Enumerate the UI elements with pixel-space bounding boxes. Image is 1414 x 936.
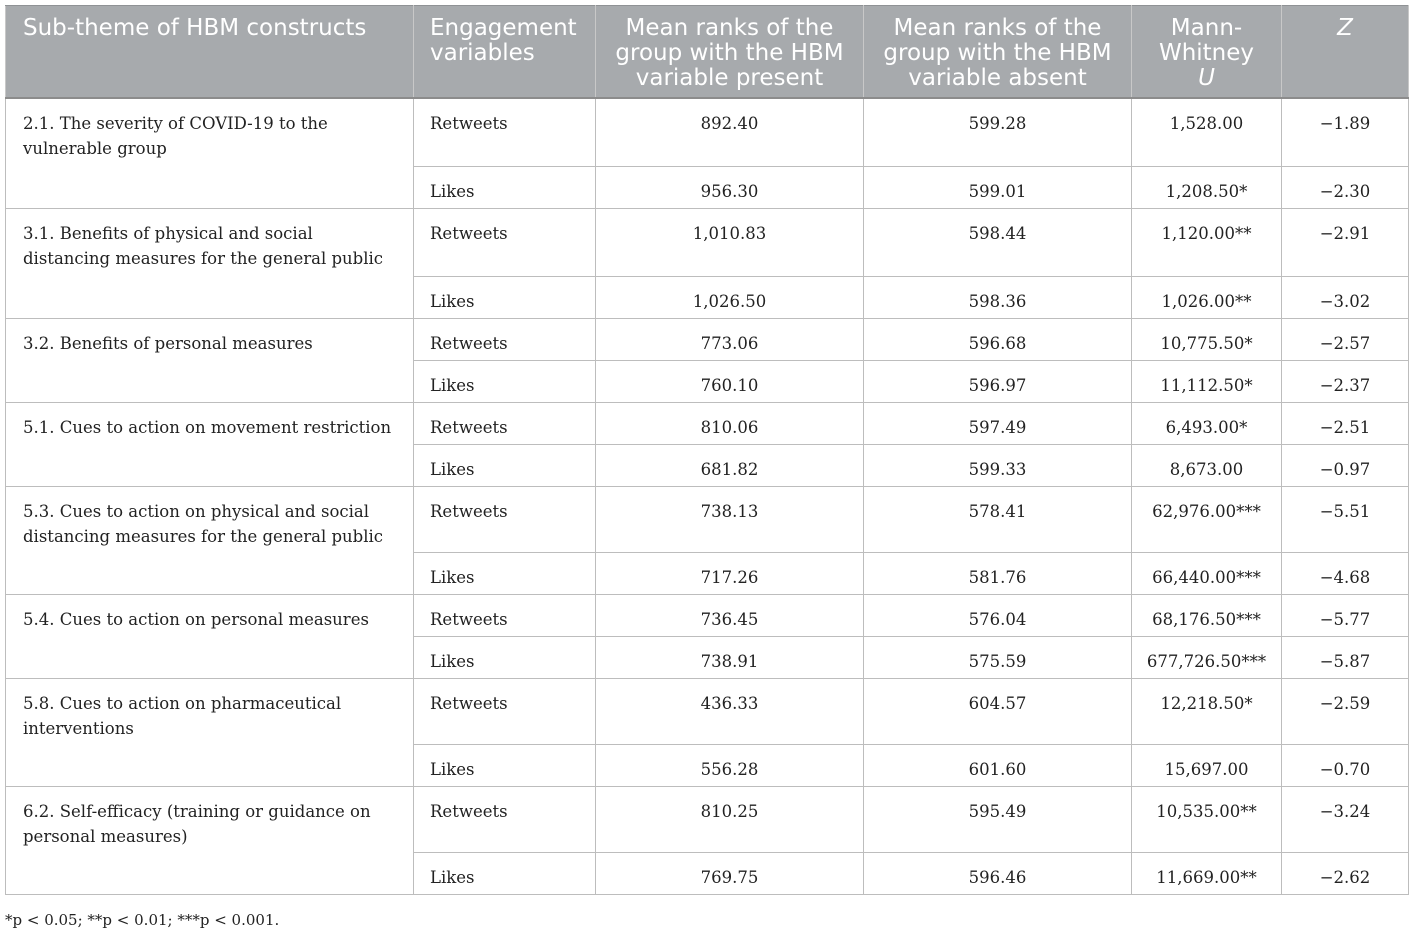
- z-cell: −2.30: [1282, 166, 1409, 208]
- engagement-cell: Retweets: [414, 786, 596, 852]
- z-cell: −3.02: [1282, 276, 1409, 318]
- header-mann-whitney: [1132, 6, 1282, 99]
- mean-rank-present-cell: 810.25: [596, 786, 864, 852]
- results-table: [5, 5, 1409, 895]
- table-row: [6, 98, 1409, 166]
- sub-theme-cell: 5.4. Cues to action on personal measures: [6, 594, 414, 678]
- mean-rank-absent-cell: 596.68: [864, 318, 1132, 360]
- mean-rank-absent-cell: 578.41: [864, 486, 1132, 552]
- z-cell: −0.97: [1282, 444, 1409, 486]
- mann-whitney-u-cell: 6,493.00*: [1132, 402, 1282, 444]
- sub-theme-cell: 5.1. Cues to action on movement restriction: [6, 402, 414, 486]
- z-cell: −3.24: [1282, 786, 1409, 852]
- mean-rank-present-cell: 556.28: [596, 744, 864, 786]
- mean-rank-absent-cell: 595.49: [864, 786, 1132, 852]
- table-row: [6, 786, 1409, 852]
- engagement-cell: Retweets: [414, 402, 596, 444]
- mean-rank-present-cell: 681.82: [596, 444, 864, 486]
- table-row: [6, 402, 1409, 444]
- sub-theme-cell: 5.3. Cues to action on physical and social distancing measures for the general public: [6, 486, 414, 594]
- mann-whitney-u-cell: 11,669.00**: [1132, 852, 1282, 894]
- mean-rank-present-cell: 810.06: [596, 402, 864, 444]
- z-cell: −5.51: [1282, 486, 1409, 552]
- z-cell: −2.62: [1282, 852, 1409, 894]
- engagement-cell: Retweets: [414, 678, 596, 744]
- mean-rank-absent-cell: 596.46: [864, 852, 1132, 894]
- header-mann-whitney-label: Mann-Whitney: [1158, 15, 1255, 66]
- mean-rank-absent-cell: 599.28: [864, 98, 1132, 166]
- mean-rank-present-cell: 892.40: [596, 98, 864, 166]
- mean-rank-absent-cell: 581.76: [864, 552, 1132, 594]
- mean-rank-absent-cell: 604.57: [864, 678, 1132, 744]
- mean-rank-absent-cell: 598.44: [864, 208, 1132, 276]
- mean-rank-present-cell: 738.13: [596, 486, 864, 552]
- header-u-label: U: [1198, 65, 1215, 91]
- mann-whitney-u-cell: 68,176.50***: [1132, 594, 1282, 636]
- z-cell: −2.59: [1282, 678, 1409, 744]
- z-cell: −2.51: [1282, 402, 1409, 444]
- engagement-cell: Likes: [414, 552, 596, 594]
- engagement-cell: Retweets: [414, 208, 596, 276]
- mann-whitney-u-cell: 1,026.00**: [1132, 276, 1282, 318]
- mann-whitney-u-cell: 1,208.50*: [1132, 166, 1282, 208]
- mean-rank-present-cell: 736.45: [596, 594, 864, 636]
- mean-rank-absent-cell: 601.60: [864, 744, 1132, 786]
- mann-whitney-u-cell: 8,673.00: [1132, 444, 1282, 486]
- mann-whitney-u-cell: 1,528.00: [1132, 98, 1282, 166]
- header-z: Z: [1282, 6, 1409, 99]
- mann-whitney-u-cell: 1,120.00**: [1132, 208, 1282, 276]
- z-cell: −5.87: [1282, 636, 1409, 678]
- mean-rank-absent-cell: 596.97: [864, 360, 1132, 402]
- mean-rank-absent-cell: 598.36: [864, 276, 1132, 318]
- mann-whitney-u-cell: 62,976.00***: [1132, 486, 1282, 552]
- sub-theme-cell: 5.8. Cues to action on pharmaceutical interventions: [6, 678, 414, 786]
- sub-theme-cell: 3.2. Benefits of personal measures: [6, 318, 414, 402]
- z-cell: −2.57: [1282, 318, 1409, 360]
- mean-rank-present-cell: 1,026.50: [596, 276, 864, 318]
- z-cell: −5.77: [1282, 594, 1409, 636]
- mann-whitney-u-cell: 10,535.00**: [1132, 786, 1282, 852]
- mann-whitney-u-cell: 66,440.00***: [1132, 552, 1282, 594]
- engagement-cell: Retweets: [414, 318, 596, 360]
- mean-rank-present-cell: 956.30: [596, 166, 864, 208]
- mean-rank-present-cell: 738.91: [596, 636, 864, 678]
- header-sub-theme: Sub-theme of HBM constructs: [6, 6, 414, 99]
- table-row: [6, 594, 1409, 636]
- significance-footnote: *p < 0.05; **p < 0.01; ***p < 0.001.: [5, 911, 280, 929]
- mann-whitney-u-cell: 12,218.50*: [1132, 678, 1282, 744]
- z-cell: −2.91: [1282, 208, 1409, 276]
- z-cell: −2.37: [1282, 360, 1409, 402]
- sub-theme-cell: 2.1. The severity of COVID-19 to the vulnerable group: [6, 98, 414, 208]
- engagement-cell: Likes: [414, 444, 596, 486]
- mean-rank-present-cell: 436.33: [596, 678, 864, 744]
- mean-rank-present-cell: 760.10: [596, 360, 864, 402]
- engagement-cell: Retweets: [414, 486, 596, 552]
- header-mean-ranks-absent: Mean ranks of the group with the HBM variable absent: [864, 6, 1132, 99]
- mean-rank-absent-cell: 599.01: [864, 166, 1132, 208]
- engagement-cell: Likes: [414, 636, 596, 678]
- mean-rank-present-cell: 773.06: [596, 318, 864, 360]
- sub-theme-cell: 3.1. Benefits of physical and social distancing measures for the general public: [6, 208, 414, 318]
- mean-rank-absent-cell: 597.49: [864, 402, 1132, 444]
- z-cell: −4.68: [1282, 552, 1409, 594]
- mean-rank-absent-cell: 599.33: [864, 444, 1132, 486]
- mean-rank-present-cell: 717.26: [596, 552, 864, 594]
- mann-whitney-u-cell: 15,697.00: [1132, 744, 1282, 786]
- mann-whitney-u-cell: 677,726.50***: [1132, 636, 1282, 678]
- mean-rank-absent-cell: 575.59: [864, 636, 1132, 678]
- engagement-cell: Likes: [414, 360, 596, 402]
- engagement-cell: Retweets: [414, 594, 596, 636]
- table-row: [6, 318, 1409, 360]
- sub-theme-cell: 6.2. Self-efficacy (training or guidance on personal measures): [6, 786, 414, 894]
- mean-rank-present-cell: 769.75: [596, 852, 864, 894]
- mean-rank-absent-cell: 576.04: [864, 594, 1132, 636]
- header-row: [6, 6, 1409, 99]
- table-row: [6, 486, 1409, 552]
- z-cell: −0.70: [1282, 744, 1409, 786]
- table-row: [6, 678, 1409, 744]
- mann-whitney-u-cell: 10,775.50*: [1132, 318, 1282, 360]
- engagement-cell: Likes: [414, 852, 596, 894]
- mann-whitney-u-cell: 11,112.50*: [1132, 360, 1282, 402]
- engagement-cell: Likes: [414, 276, 596, 318]
- header-engagement-variables: Engagement variables: [414, 6, 596, 99]
- engagement-cell: Retweets: [414, 98, 596, 166]
- z-cell: −1.89: [1282, 98, 1409, 166]
- engagement-cell: Likes: [414, 166, 596, 208]
- header-mean-ranks-present: Mean ranks of the group with the HBM variable present: [596, 6, 864, 99]
- mean-rank-present-cell: 1,010.83: [596, 208, 864, 276]
- engagement-cell: Likes: [414, 744, 596, 786]
- table-row: [6, 208, 1409, 276]
